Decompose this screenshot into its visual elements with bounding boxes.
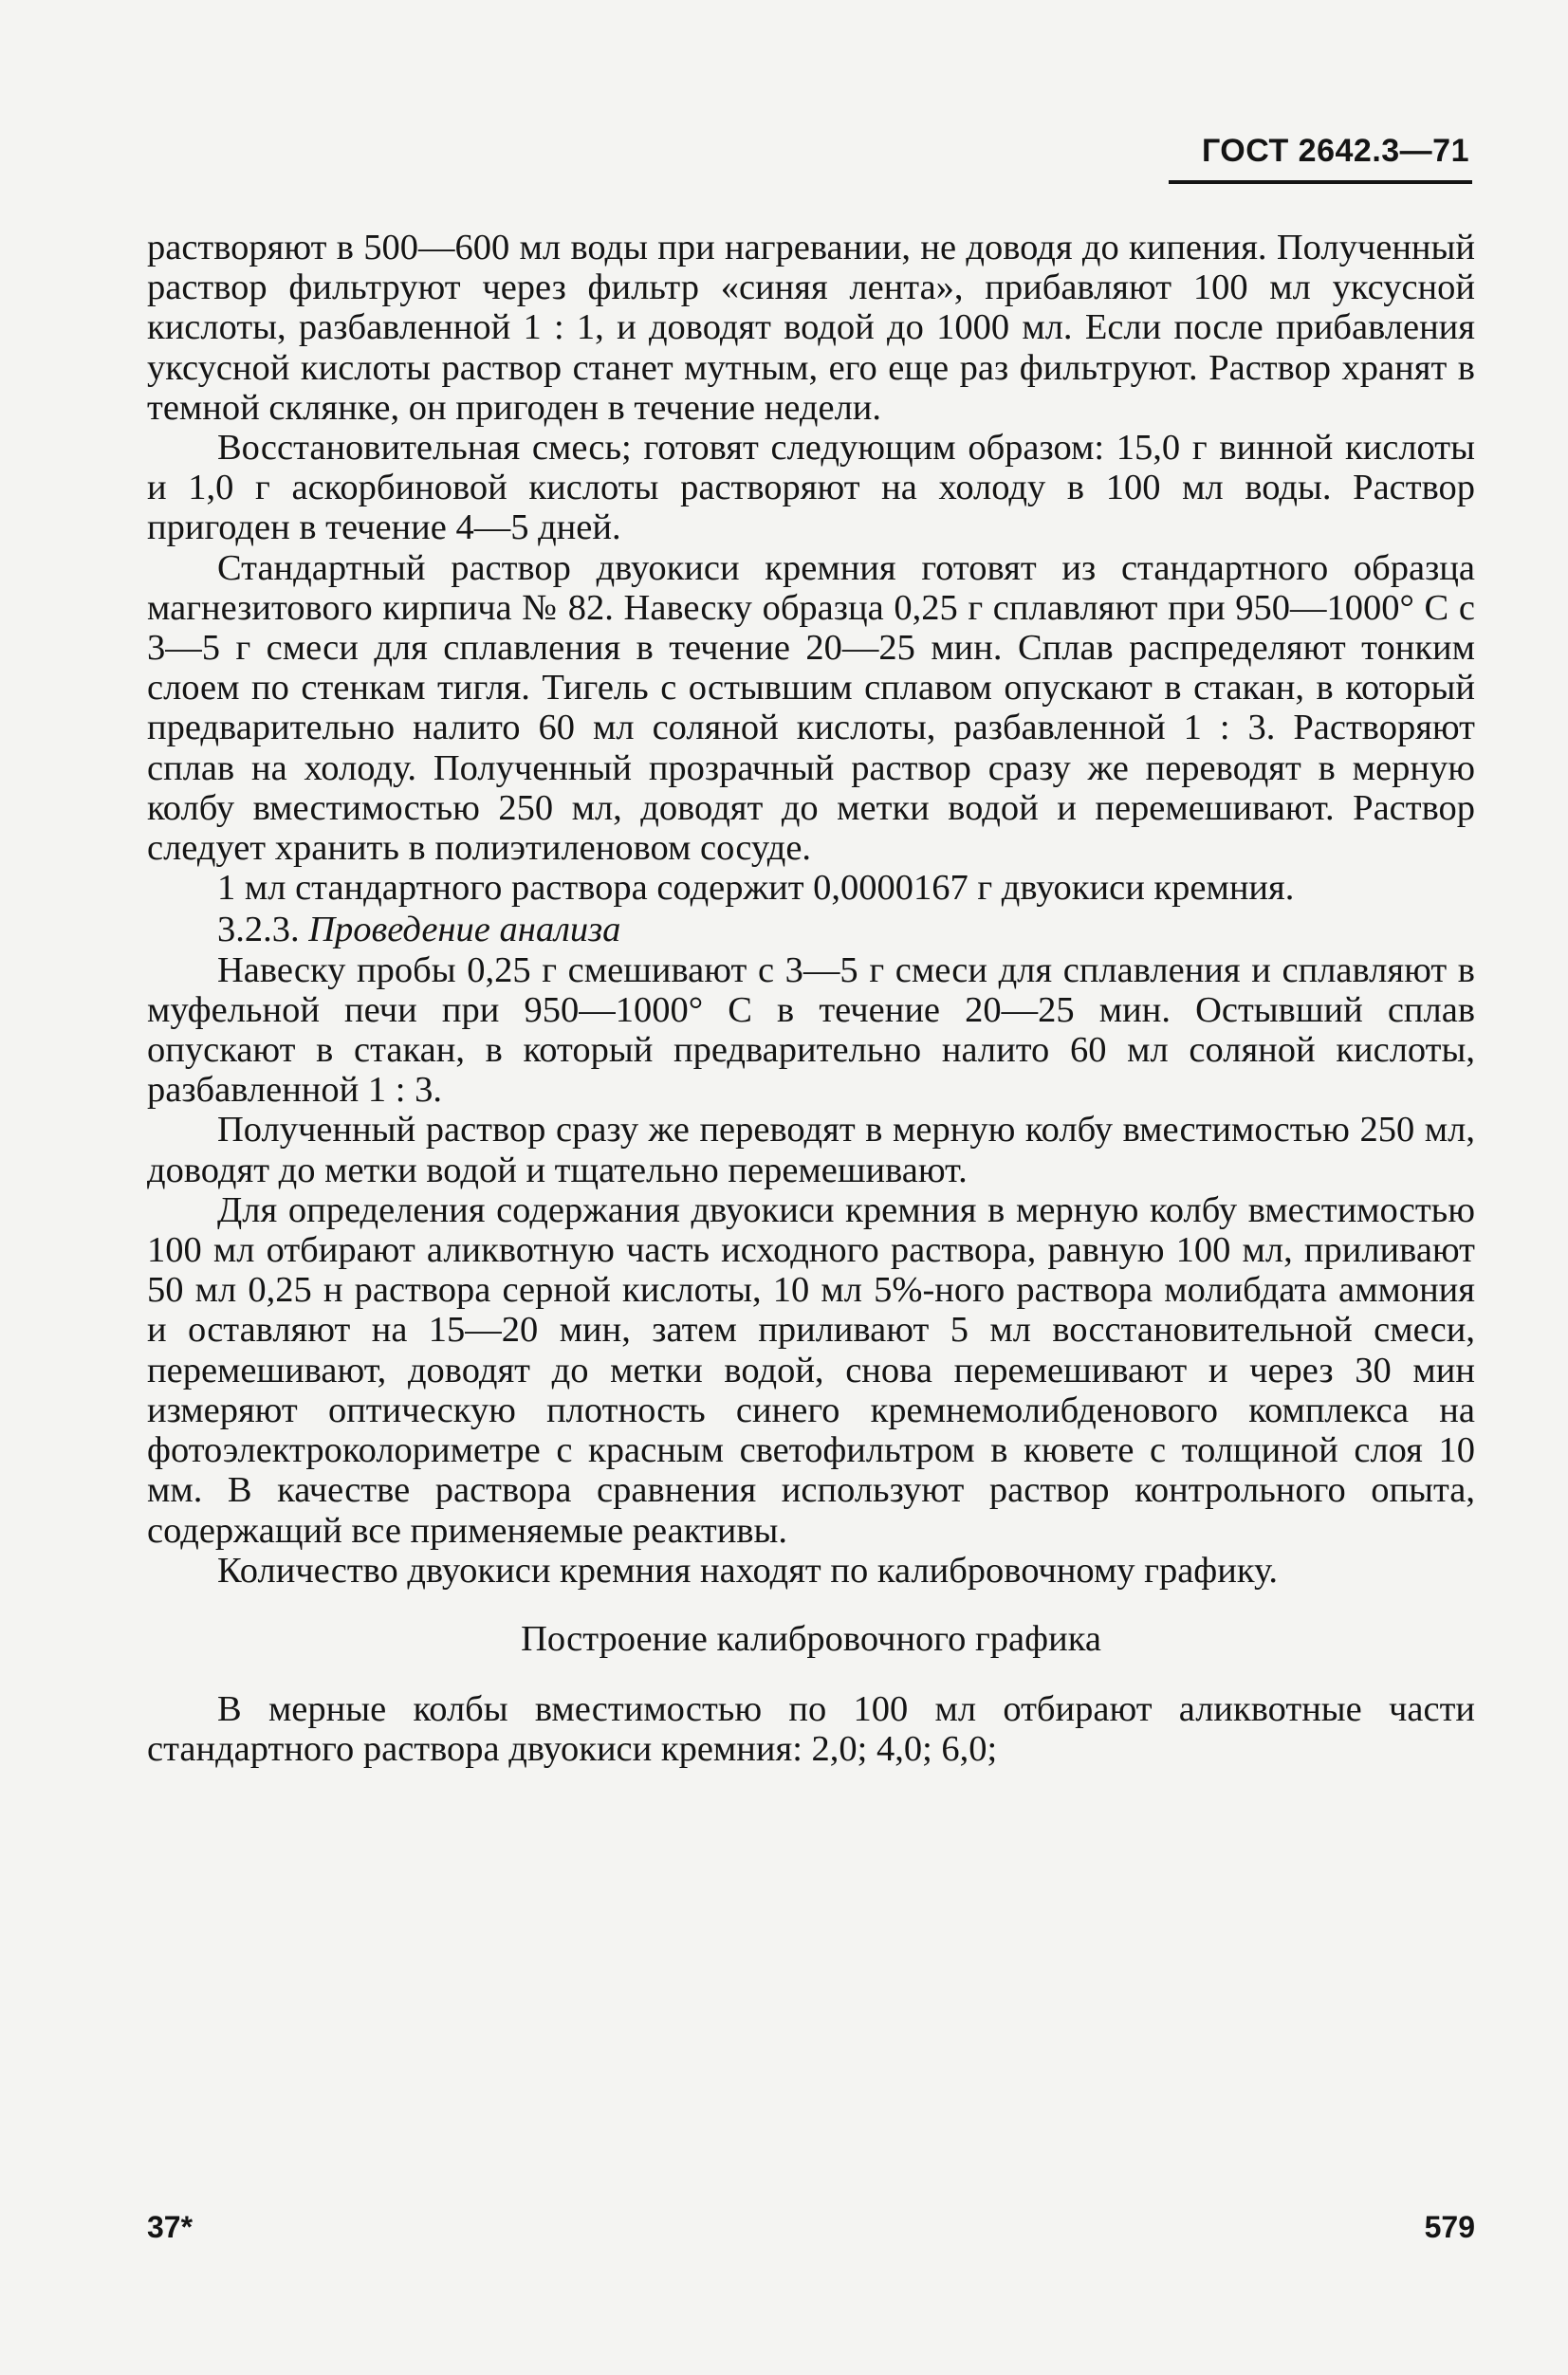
paragraph-continuation: растворяют в 500—600 мл воды при нагревании, не доводя до кипения. Полученный раствор фильтруют через фильтр «синяя лента», прибавляют 100 мл уксусной кислоты, разбавленной 1 : 1, и доводят водой до 1000 мл. Если после прибавления уксусной кислоты раствор станет мутным, его еще раз фильтруют. Раствор хранят в темной склянке, он пригоден в течение недели. (147, 228, 1475, 428)
section-number: 3.2.3. (217, 910, 300, 950)
header-rule (1169, 180, 1472, 184)
paragraph-calibration-ref: Количество двуокиси кремния находят по калибровочному графику. (217, 1550, 1279, 1591)
paragraph-calibration: В мерные колбы вместимостью по 100 мл отбирают аликвотные части стандартного раствора двуокиси кремния: 2,0; 4,0; 6,0; (147, 1689, 1475, 1770)
paragraph-sample-fusion: Навеску пробы 0,25 г смешивают с 3—5 г смеси для сплавления и сплавляют в муфельной печи при 950—1000° С в течение 20—25 мин. Остывший сплав опускают в стакан, в который предварительно налито 60 мл соляной кислоты, разбавленной 1 : 3. (147, 949, 1475, 1111)
section-title: Проведение анализа (308, 910, 621, 950)
subheading-calibration: Построение калибровочного графика (521, 1618, 1101, 1659)
standard-header: ГОСТ 2642.3—71 (1201, 133, 1469, 169)
paragraph-determination: Для определения содержания двуокиси кремния в мерную колбу вместимостью 100 мл отбирают аликвотную часть исходного раствора, равную 100 мл, приливают 50 мл 0,25 н раствора серной кислоты, 10 мл 5%-ного раствора молибдата аммония и оставляют на 15—20 мин, затем приливают 5 мл восстановительной смеси, перемешивают, доводят до метки водой, снова перемешивают и через 30 мин измеряют оптическую плотность синего кремнемолибденового комплекса на фотоэлектроколориметре с красным светофильтром в кювете с толщиной слоя 10 мм. В качестве раствора сравнения используют раствор контрольного опыта, содержащий все применяемые реактивы. (147, 1189, 1475, 1551)
paragraph-transfer: Полученный раствор сразу же переводят в мерную колбу вместимостью 250 мл, доводят до метки водой и тщательно перемешивают. (147, 1110, 1475, 1190)
section-heading (147, 910, 1475, 949)
page-number: 579 (1424, 2210, 1475, 2244)
signature-mark: 37* (147, 2210, 194, 2244)
paragraph-standard-solution: Стандартный раствор двуокиси кремния готовят из стандартного образца магнезитового кирпича № 82. Навеску образца 0,25 г сплавляют при 950—1000° С с 3—5 г смеси для сплавления в течение 20—25 мин. Сплав распределяют тонким слоем по стенкам тигля. Тигель с остывшим сплавом опускают в стакан, в который предварительно налито 60 мл соляной кислоты, разбавленной 1 : 3. Растворяют сплав на холоду. Полученный прозрачный раствор сразу же переводят в мерную колбу вместимостью 250 мл, доводят до метки водой и перемешивают. Раствор следует хранить в полиэтиленовом сосуде. (147, 547, 1475, 869)
body-text (147, 228, 1475, 1770)
paragraph-reducing-mixture: Восстановительная смесь; готовят следующим образом: 15,0 г винной кислоты и 1,0 г аскорбиновой кислоты растворяют на холоду в 100 мл воды. Раствор пригоден в течение 4—5 дней. (147, 428, 1475, 548)
paragraph-concentration: 1 мл стандартного раствора содержит 0,0000167 г двуокиси кремния. (217, 868, 1295, 909)
